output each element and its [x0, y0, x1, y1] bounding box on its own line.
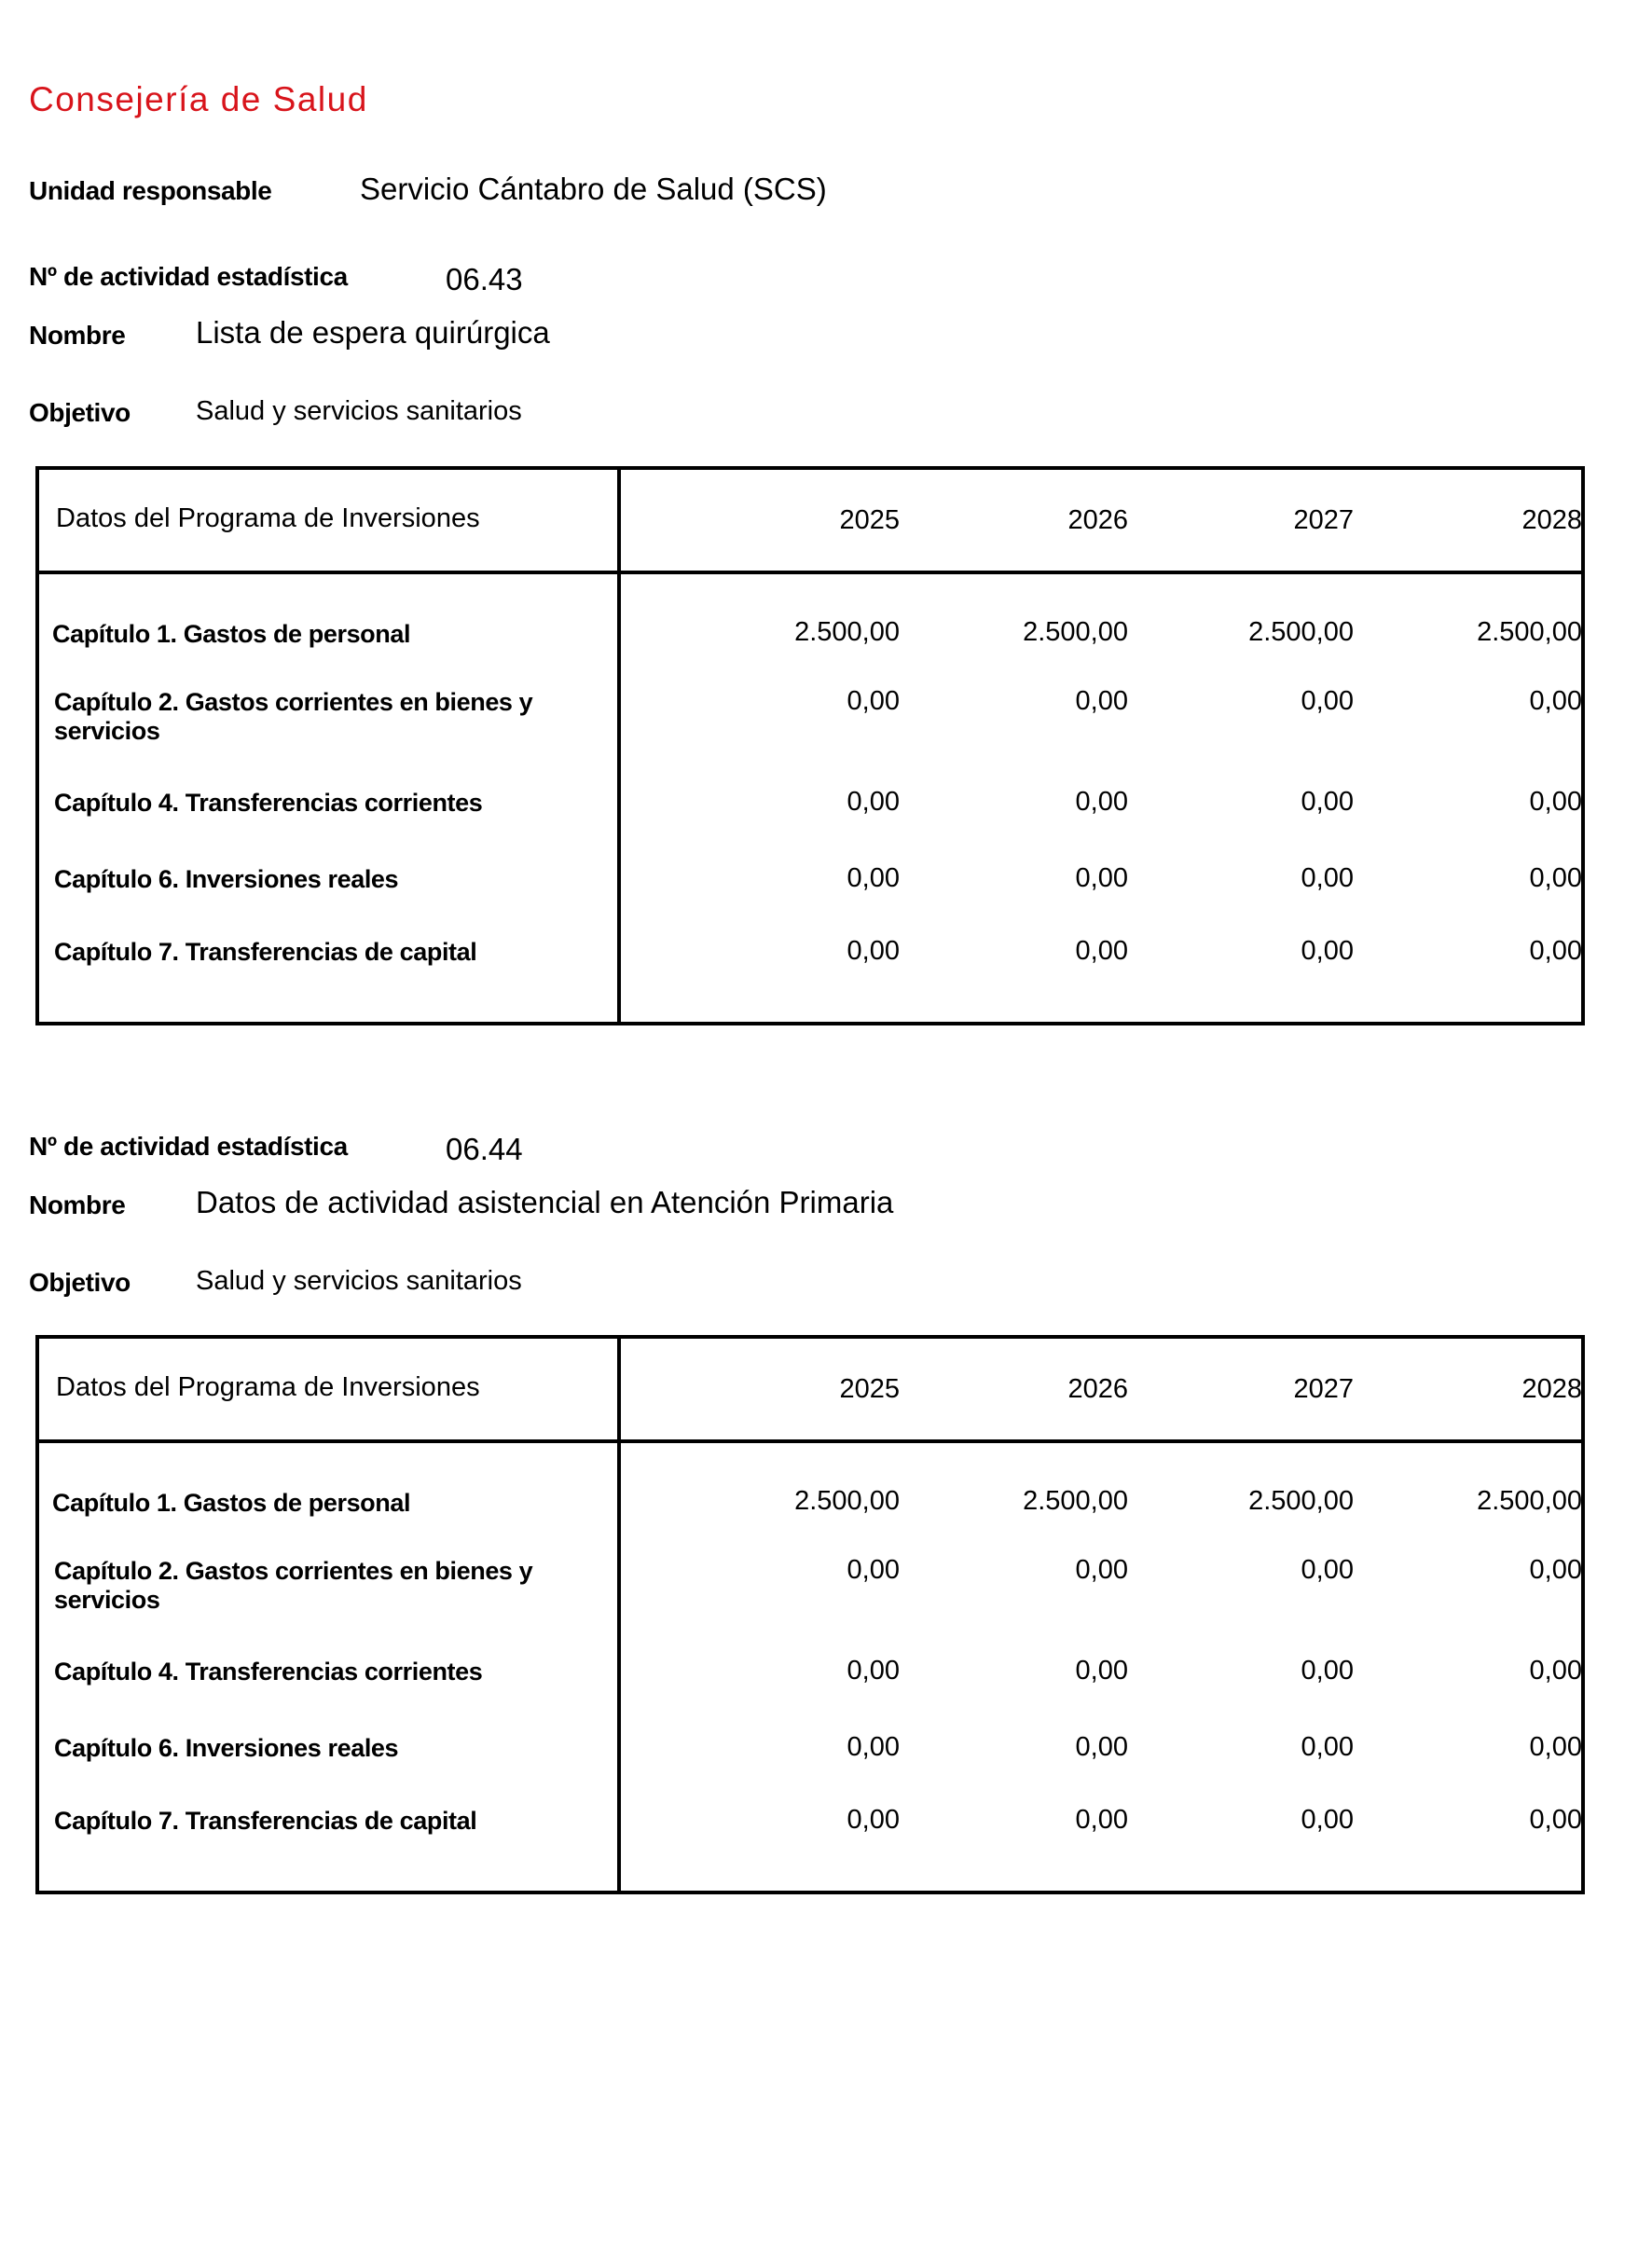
table-divider [617, 1339, 621, 1891]
cell-value: 0,00 [1529, 1555, 1582, 1585]
table-header-label: Datos del Programa de Inversiones [56, 1372, 480, 1402]
table-divider [39, 1439, 1581, 1443]
year-header: 2028 [1521, 505, 1582, 535]
activity-name-label: Nombre [29, 1190, 126, 1219]
cell-value: 2.500,00 [1248, 617, 1354, 647]
cell-value: 0,00 [847, 936, 900, 966]
year-header: 2026 [1067, 1374, 1128, 1404]
year-header: 2027 [1293, 1374, 1354, 1404]
cell-value: 0,00 [1075, 1732, 1128, 1762]
chapter-label: Capítulo 2. Gastos corrientes en bienes y servicios [54, 688, 533, 745]
cell-value: 0,00 [1075, 863, 1128, 893]
cell-value: 0,00 [1075, 686, 1128, 716]
cell-value: 0,00 [1529, 787, 1582, 817]
year-header: 2027 [1293, 505, 1354, 535]
investment-table [35, 1335, 1585, 1894]
year-header: 2025 [839, 505, 900, 535]
chapter-label: Capítulo 6. Inversiones reales [54, 865, 399, 893]
chapter-label: Capítulo 4. Transferencias corrientes [54, 789, 483, 817]
cell-value: 0,00 [1529, 863, 1582, 893]
cell-value: 0,00 [1301, 1656, 1354, 1686]
cell-value: 0,00 [847, 1656, 900, 1686]
cell-value: 0,00 [1301, 936, 1354, 966]
cell-value: 0,00 [847, 1555, 900, 1585]
cell-value: 2.500,00 [1477, 1486, 1582, 1516]
cell-value: 0,00 [1301, 863, 1354, 893]
cell-value: 2.500,00 [1023, 617, 1128, 647]
cell-value: 0,00 [847, 1732, 900, 1762]
table-divider [39, 571, 1581, 574]
unit-label: Unidad responsable [29, 176, 272, 205]
department-title: Consejería de Salud [29, 80, 368, 118]
activity-name-label: Nombre [29, 321, 126, 350]
activity-objective-label: Objetivo [29, 398, 131, 427]
cell-value: 0,00 [1529, 936, 1582, 966]
cell-value: 2.500,00 [794, 617, 900, 647]
activity-objective: Salud y servicios sanitarios [196, 396, 522, 426]
chapter-label: Capítulo 1. Gastos de personal [52, 1489, 411, 1517]
cell-value: 0,00 [1301, 1732, 1354, 1762]
chapter-label: Capítulo 7. Transferencias de capital [54, 1807, 477, 1835]
cell-value: 0,00 [1301, 1805, 1354, 1835]
chapter-label: Capítulo 2. Gastos corrientes en bienes y servicios [54, 1557, 533, 1614]
unit-value: Servicio Cántabro de Salud (SCS) [360, 172, 827, 206]
activity-number: 06.43 [446, 262, 523, 296]
cell-value: 0,00 [847, 787, 900, 817]
cell-value: 0,00 [1301, 686, 1354, 716]
cell-value: 2.500,00 [1477, 617, 1582, 647]
year-header: 2025 [839, 1374, 900, 1404]
cell-value: 0,00 [1529, 686, 1582, 716]
activity-objective: Salud y servicios sanitarios [196, 1266, 522, 1296]
activity-objective-label: Objetivo [29, 1268, 131, 1297]
chapter-label: Capítulo 6. Inversiones reales [54, 1734, 399, 1762]
cell-value: 0,00 [1301, 787, 1354, 817]
cell-value: 2.500,00 [794, 1486, 900, 1516]
cell-value: 0,00 [1075, 787, 1128, 817]
cell-value: 2.500,00 [1248, 1486, 1354, 1516]
cell-value: 0,00 [1529, 1656, 1582, 1686]
cell-value: 0,00 [1529, 1732, 1582, 1762]
table-divider [617, 470, 621, 1022]
cell-value: 0,00 [1301, 1555, 1354, 1585]
activity-name: Lista de espera quirúrgica [196, 315, 550, 350]
cell-value: 0,00 [1075, 1656, 1128, 1686]
cell-value: 0,00 [1529, 1805, 1582, 1835]
cell-value: 2.500,00 [1023, 1486, 1128, 1516]
cell-value: 0,00 [1075, 1555, 1128, 1585]
year-header: 2026 [1067, 505, 1128, 535]
cell-value: 0,00 [847, 686, 900, 716]
table-header-label: Datos del Programa de Inversiones [56, 503, 480, 533]
year-header: 2028 [1521, 1374, 1582, 1404]
cell-value: 0,00 [1075, 1805, 1128, 1835]
cell-value: 0,00 [847, 863, 900, 893]
cell-value: 0,00 [1075, 936, 1128, 966]
chapter-label: Capítulo 7. Transferencias de capital [54, 938, 477, 966]
chapter-label: Capítulo 4. Transferencias corrientes [54, 1658, 483, 1686]
activity-number-label: Nº de actividad estadística [29, 262, 348, 291]
cell-value: 0,00 [847, 1805, 900, 1835]
activity-number: 06.44 [446, 1132, 523, 1166]
chapter-label: Capítulo 1. Gastos de personal [52, 620, 411, 648]
activity-name: Datos de actividad asistencial en Atención Primaria [196, 1185, 894, 1219]
activity-number-label: Nº de actividad estadística [29, 1132, 348, 1161]
investment-table [35, 466, 1585, 1025]
